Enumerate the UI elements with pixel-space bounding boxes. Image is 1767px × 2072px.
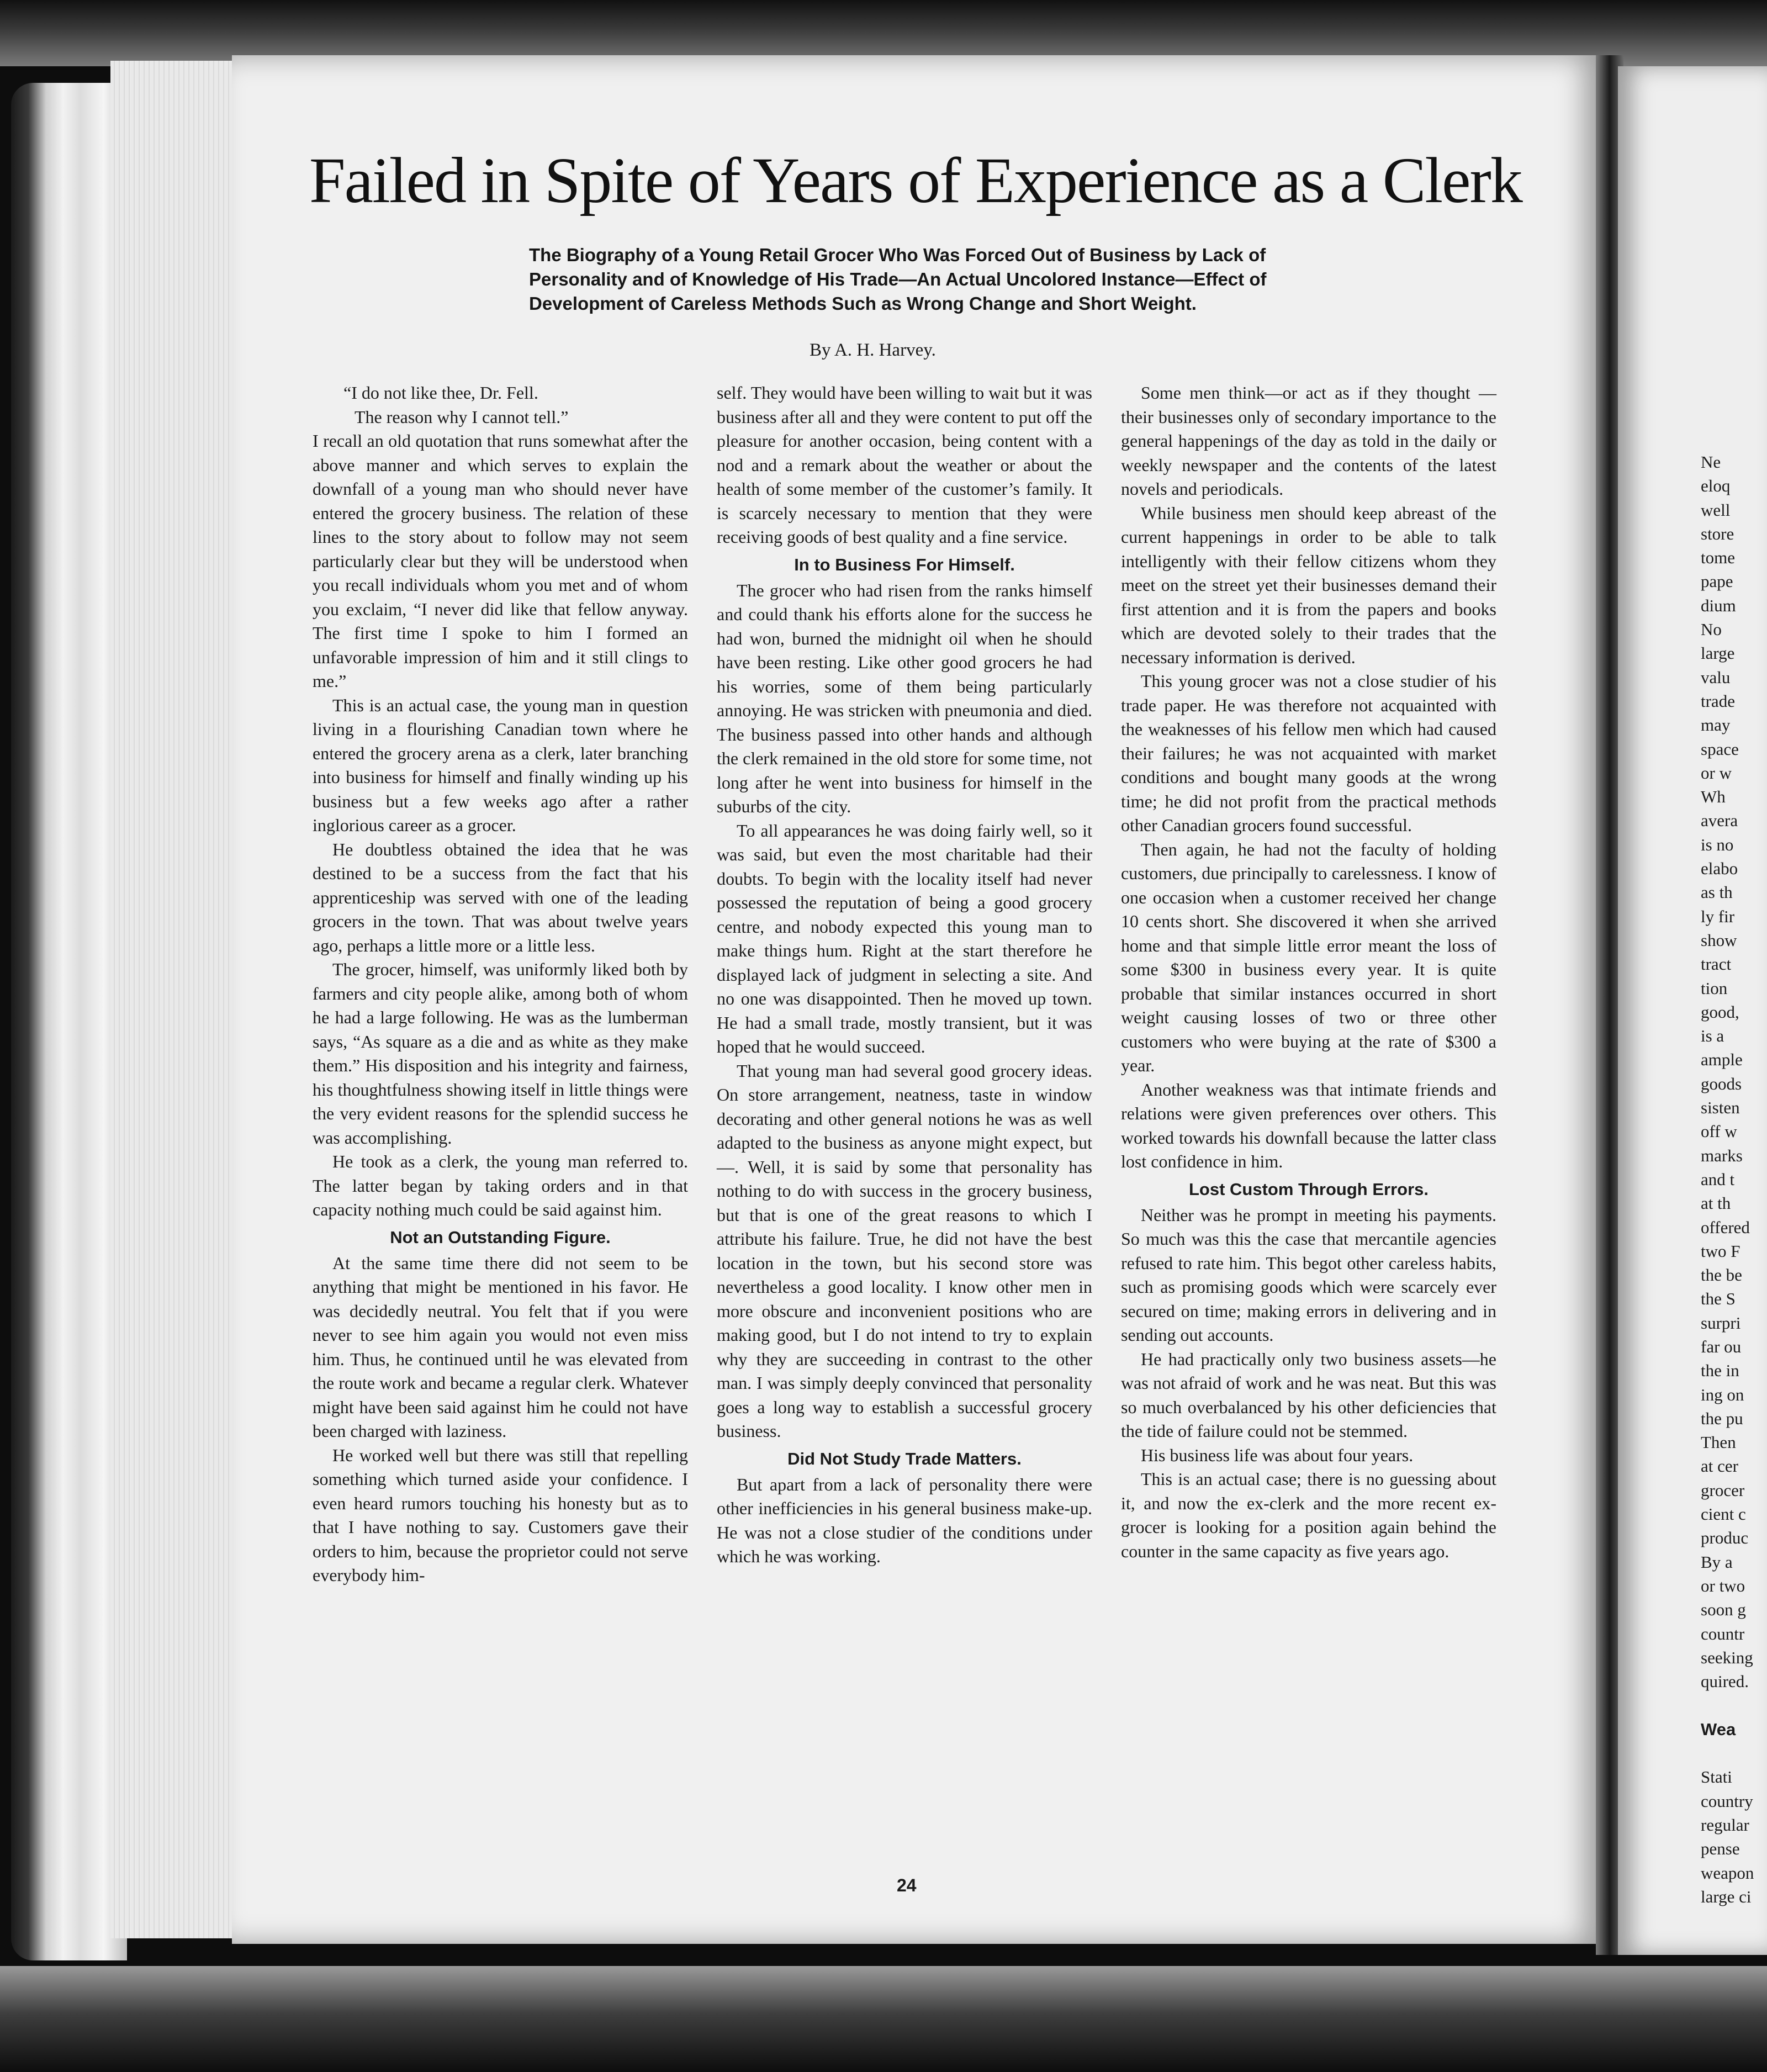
paragraph: He took as a clerk, the young man referred to. The latter began by taking orders and in that capacity nothing much could be said against him.: [313, 1151, 688, 1219]
subheading: Not an Outstanding Figure.: [390, 1227, 611, 1247]
page-number: 24: [897, 1875, 917, 1895]
next-page-line: is no: [1701, 834, 1734, 854]
next-page-line: avera: [1701, 811, 1738, 831]
next-page-line: tion: [1701, 978, 1728, 998]
next-page-line: pape: [1701, 572, 1733, 591]
next-page-line: trade: [1701, 691, 1735, 711]
next-page-line: [1701, 1693, 1767, 1717]
column-1: [313, 381, 688, 1588]
next-page-line: eloq: [1701, 476, 1731, 496]
book-spine: [11, 83, 127, 1960]
scan-bottom-border: [0, 1966, 1767, 2072]
next-page-line: the be: [1701, 1265, 1742, 1285]
next-page-line: weapon: [1701, 1863, 1754, 1883]
next-page-line: offered: [1701, 1217, 1750, 1237]
next-page-line: two F: [1701, 1241, 1740, 1261]
subheading: Did Not Study Trade Matters.: [787, 1449, 1022, 1468]
next-page-line: or two: [1701, 1576, 1745, 1595]
next-page-line: store: [1701, 524, 1734, 543]
column-3: [1121, 381, 1496, 1563]
next-page-line: show: [1701, 930, 1737, 950]
next-page-line: Ne: [1701, 452, 1721, 472]
subheading: Lost Custom Through Errors.: [1189, 1179, 1429, 1199]
next-page-line: seeking: [1701, 1647, 1753, 1667]
next-page-line: No: [1701, 620, 1722, 639]
next-page-line: marks: [1701, 1145, 1743, 1165]
next-page-line: the pu: [1701, 1408, 1743, 1428]
next-page-line: the in: [1701, 1361, 1739, 1381]
next-page-line: elabo: [1701, 859, 1738, 879]
paragraph: Another weakness was that intimate friends and relations were given preferences over others. This worked towards his downfall because the latter class lost confidence in him.: [1121, 1079, 1496, 1171]
next-page-column-fragment: [1701, 450, 1767, 1909]
paragraph: To all appearances he was doing fairly well, so it was said, but even the most charitable had their doubts. To begin with the locality itself had never possessed the reputation of being a good grocery centre, and nobody expected this young man to make things hum. Right at the start therefore he displayed lack of judgment in selecting a site. And no one was disappointed. Then he moved up town. He had a small trade, mostly transient, but it was hoped that he would succeed.: [717, 820, 1092, 1056]
next-page-line: or w: [1701, 763, 1732, 783]
next-page-line: quired.: [1701, 1672, 1749, 1692]
next-page-line: dium: [1701, 595, 1736, 615]
next-page-line: surpri: [1701, 1313, 1741, 1333]
next-page-line: off w: [1701, 1122, 1737, 1141]
paragraph: The grocer, himself, was uniformly liked both by farmers and city people alike, among both of whom he had a large following. He was as the lumberman says, “As square as a die and as white as they make them.” His disposition and his integrity and fairness, his thoughtfulness showing itself in little things were the very evident reasons for the splendid success he was accomplishing.: [313, 959, 688, 1148]
paragraph: That young man had several good grocery ideas. On store arrangement, neatness, taste in window decorating and other general notions he was as well adapted to the business as anyone might expect, but—. Well, it is said by some that personality has nothing to do with success in the grocery business, but that is one of the great reasons to which I attribute his failure. True, he did not have the best location in the town, but his second store was nevertheless a good locality. I know other men in more obscure and inconvenient positions who are making good, but I do not intend to try to explain why they are succeeding in contrast to the other man. I was simply deeply convinced that personality goes a long way to establish a successful grocery business.: [717, 1060, 1092, 1441]
next-page-line: By a: [1701, 1552, 1733, 1572]
next-page-line: at th: [1701, 1193, 1731, 1213]
next-page-line: regular: [1701, 1815, 1749, 1835]
next-page-line: tome: [1701, 548, 1735, 568]
next-page-line: soon g: [1701, 1600, 1746, 1620]
next-page-line: produc: [1701, 1528, 1749, 1548]
next-page-line: Wh: [1701, 787, 1726, 807]
next-page-line: good,: [1701, 1002, 1739, 1022]
next-page-line: cient c: [1701, 1504, 1746, 1524]
paragraph: Neither was he prompt in meeting his payments. So much was this the case that mercantile agencies refused to rate him. This begot other careless habits, such as promising goods which were scarcely ever secured on time; making errors in delivering and in sending out accounts.: [1121, 1204, 1496, 1345]
next-page-line: is a: [1701, 1026, 1724, 1046]
next-page-line: far ou: [1701, 1336, 1742, 1356]
next-page-line: Stati: [1701, 1767, 1732, 1787]
paragraph: He had practically only two business assets—he was not afraid of work and he was neat. But this was so much overbalanced by his other deficiencies that the tide of failure could not be stemmed.: [1121, 1349, 1496, 1441]
paragraph: While business men should keep abreast of the current happenings in order to be able to talk intelligently with their fellow citizens whom they meet on the street yet their businesses demand their first attention and it is from the papers and books which are devoted solely to their trades that the necessary information is derived.: [1121, 503, 1496, 667]
next-page-line: the S: [1701, 1289, 1736, 1309]
next-page-line: ly fir: [1701, 906, 1735, 926]
paragraph: This is an actual case; there is no guessing about it, and now the ex-clerk and the more recent ex-grocer is looking for a position again behind the counter in the same capacity as five years ago.: [1121, 1469, 1496, 1561]
next-page-line: grocer: [1701, 1480, 1745, 1500]
next-page-line: country: [1701, 1791, 1753, 1811]
next-page-line: goods: [1701, 1074, 1742, 1093]
next-page-line: space: [1701, 739, 1739, 759]
article-title: Failed in Spite of Years of Experience as a Clerk: [309, 144, 1522, 216]
next-page-line: ing on: [1701, 1384, 1744, 1404]
next-page-line: pense: [1701, 1839, 1740, 1859]
next-page-line: sisten: [1701, 1098, 1740, 1118]
next-page-line: [1701, 1741, 1767, 1765]
next-page-line: at cer: [1701, 1456, 1738, 1476]
next-page-line: countr: [1701, 1624, 1745, 1643]
subheading: In to Business For Himself.: [794, 554, 1015, 574]
paragraph: Then again, he had not the faculty of holding customers, due principally to carelessness. I know of one occasion when a customer received her change 10 cents short. She discovered it when she arrived home and that simple little error meant the loss of some $300 in business every year. It is quite probable that similar instances occurred in short weight causing losses of two or three other customers who were buying at the rate of $300 a year.: [1121, 839, 1496, 1075]
next-page-line: and t: [1701, 1169, 1735, 1189]
paragraph: But apart from a lack of personality there were other inefficiencies in his general business make-up. He was not a close studier of the conditions under which he was working.: [717, 1474, 1092, 1566]
paragraph: This young grocer was not a close studier of his trade paper. He was therefore not acquainted with the weaknesses of his fellow men which had caused their failures; he was not acquainted with market conditions and bought many goods at the wrong time; he did not profit from the practical methods other Canadian grocers found successful.: [1121, 671, 1496, 835]
paragraph: self. They would have been willing to wait but it was business after all and they were content to put off the pleasure for another occasion, being content with a nod and a remark about the weather or about the health of some member of the customer’s family. It is scarcely necessary to mention that they were receiving goods of best quality and a fine service.: [717, 383, 1092, 547]
paragraph: I recall an old quotation that runs somewhat after the above manner and which serves to explain the downfall of a young man who should never have entered the grocery business. The relation of these lines to the story about to follow may not seem particularly clear but they will be understood when you recall individuals whom you met and of whom you exclaim, “I never did like that fellow anyway. The first time I spoke to him I formed an unfavorable impression of him and it still clings to me.”: [313, 431, 688, 691]
paragraph: He doubtless obtained the idea that he was destined to be a success from the fact that his apprenticeship was served with one of the leading grocers in the town. That was about twelve years ago, perhaps a little more or a little less.: [313, 839, 688, 955]
byline: By A. H. Harvey.: [810, 340, 936, 360]
next-page-line: well: [1701, 500, 1731, 520]
paragraph: The grocer who had risen from the ranks himself and could thank his efforts alone for the success he had won, burned the midnight oil when he should have been resting. Like other good grocers he had his worries, some of them being particularly annoying. He was stricken with pneumonia and died. The business passed into other hands and although the clerk remained in the old store for some time, not long after he went into business for himself in the suburbs of the city.: [717, 580, 1092, 816]
next-page-line: Then: [1701, 1433, 1736, 1452]
next-page-line: may: [1701, 715, 1731, 735]
next-page-line: tract: [1701, 954, 1732, 974]
next-page-line: large ci: [1701, 1886, 1752, 1906]
paragraph: Some men think—or act as if they thought — their businesses only of secondary importance to the general happenings of the day as told in the daily or weekly newspaper and the contents of the latest novels and periodicals.: [1121, 383, 1496, 499]
paragraph: His business life was about four years.: [1141, 1445, 1414, 1465]
paragraph: This is an actual case, the young man in question living in a flourishing Canadian town where he entered the grocery arena as a clerk, later branching into business for himself and finally winding up his business but a few weeks ago after a rather inglorious career as a grocer.: [313, 695, 688, 835]
paragraph: At the same time there did not seem to be anything that might be mentioned in his favor. He was decidedly neutral. You felt that if you were never to see him again you would not even miss him. Thus, he continued until he was elevated from the route work and became a regular clerk. Whatever might have been said against him he could not have been charged with laziness.: [313, 1252, 688, 1441]
paragraph: He worked well but there was still that repelling something which turned aside your confidence. I even heard rumors touching his honesty but as to that I have nothing to say. Customers gave their orders to him, because the proprietor could not serve everybody him-: [313, 1445, 688, 1585]
quote-line: The reason why I cannot tell.”: [355, 406, 569, 427]
quote-line: “I do not like thee, Dr. Fell.: [343, 383, 538, 403]
next-page-line: Wea: [1701, 1719, 1736, 1739]
next-page-line: ample: [1701, 1050, 1743, 1070]
article-deck: The Biography of a Young Retail Grocer Who Was Forced Out of Business by Lack of Personality and of Knowledge of His Trade—An Actual Uncolored Instance—Effect of Development of Careless Methods Such as Wrong Change and Short Weight.: [529, 245, 1267, 314]
next-page-line: as th: [1701, 882, 1733, 902]
next-page-line: large: [1701, 643, 1735, 663]
column-2: [717, 381, 1092, 1569]
next-page-line: valu: [1701, 667, 1731, 687]
